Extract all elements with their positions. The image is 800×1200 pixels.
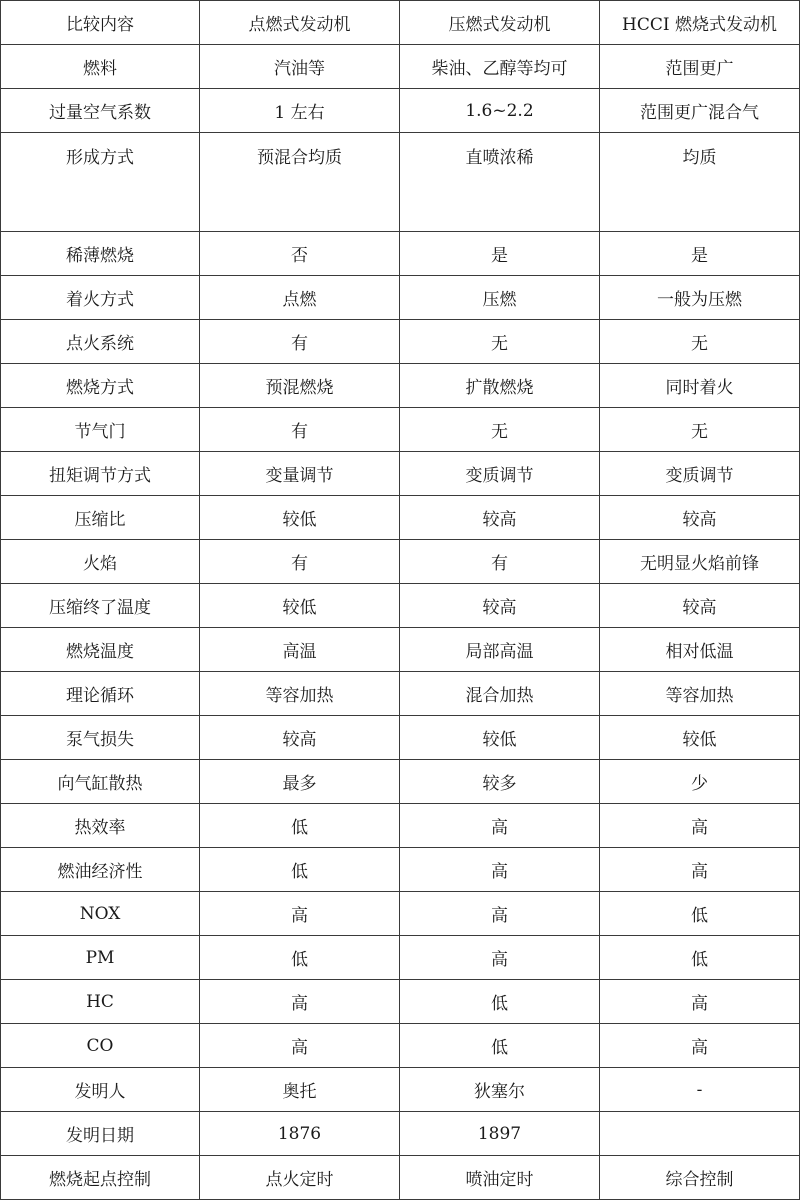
table-cell: 狄塞尔 [400, 1068, 600, 1112]
table-row [1, 1024, 800, 1068]
table-row [1, 1156, 800, 1200]
row-label: 燃烧起点控制 [1, 1156, 200, 1200]
table-cell: 有 [200, 540, 400, 584]
table-cell: 预混燃烧 [200, 364, 400, 408]
row-label: CO [1, 1024, 200, 1068]
table-cell: 是 [600, 232, 800, 276]
table-cell: 汽油等 [200, 45, 400, 89]
table-cell: 高 [400, 848, 600, 892]
row-label: 燃料 [1, 45, 200, 89]
row-label: 火焰 [1, 540, 200, 584]
table-cell: 柴油、乙醇等均可 [400, 45, 600, 89]
row-label: 发明人 [1, 1068, 200, 1112]
table-cell: 高 [600, 1024, 800, 1068]
table-cell: 否 [200, 232, 400, 276]
table-row [1, 540, 800, 584]
table-row [1, 496, 800, 540]
table-cell: 高温 [200, 628, 400, 672]
table-row [1, 848, 800, 892]
table-cell: 少 [600, 760, 800, 804]
table-row [1, 936, 800, 980]
table-cell: 1876 [200, 1112, 400, 1156]
table-row [1, 452, 800, 496]
row-label: 点火系统 [1, 320, 200, 364]
table-cell: 压燃 [400, 276, 600, 320]
table-row [1, 628, 800, 672]
table-cell: 变质调节 [400, 452, 600, 496]
table-cell: 高 [400, 936, 600, 980]
table-row [1, 232, 800, 276]
table-cell: 较高 [600, 584, 800, 628]
table-cell: 高 [200, 1024, 400, 1068]
table-cell: 高 [200, 892, 400, 936]
table-cell: 等容加热 [200, 672, 400, 716]
table-cell: - [600, 1068, 800, 1112]
table-cell: 无 [600, 320, 800, 364]
table-cell: 较高 [400, 496, 600, 540]
table-cell: 点燃 [200, 276, 400, 320]
table-cell: 较高 [200, 716, 400, 760]
row-label: 理论循环 [1, 672, 200, 716]
table-cell: 1 左右 [200, 89, 400, 133]
table-cell: 较多 [400, 760, 600, 804]
table-row [1, 408, 800, 452]
table-cell: 低 [400, 980, 600, 1024]
table-row [1, 1068, 800, 1112]
row-label: 燃烧温度 [1, 628, 200, 672]
table-row [1, 364, 800, 408]
table-cell: 1.6~2.2 [400, 89, 600, 133]
table-cell: 较高 [400, 584, 600, 628]
table-row [1, 320, 800, 364]
row-label: 压缩终了温度 [1, 584, 200, 628]
table-cell: 较低 [200, 584, 400, 628]
table-cell: 低 [200, 936, 400, 980]
table-cell: 低 [600, 892, 800, 936]
table-cell: 较高 [600, 496, 800, 540]
table-row [1, 89, 800, 133]
table-cell: 无 [600, 408, 800, 452]
header-cell: HCCI 燃烧式发动机 [600, 1, 800, 45]
row-label: 压缩比 [1, 496, 200, 540]
table-cell: 高 [600, 980, 800, 1024]
table-cell: 低 [400, 1024, 600, 1068]
table-cell: 扩散燃烧 [400, 364, 600, 408]
table-row [1, 760, 800, 804]
table-cell: 较低 [200, 496, 400, 540]
table-row [1, 672, 800, 716]
row-label: 燃烧方式 [1, 364, 200, 408]
table-cell: 有 [400, 540, 600, 584]
row-label: 泵气损失 [1, 716, 200, 760]
header-cell: 点燃式发动机 [200, 1, 400, 45]
row-label: 稀薄燃烧 [1, 232, 200, 276]
table-row [1, 716, 800, 760]
table-cell: 高 [200, 980, 400, 1024]
table-cell: 等容加热 [600, 672, 800, 716]
row-label: 节气门 [1, 408, 200, 452]
table-cell: 喷油定时 [400, 1156, 600, 1200]
table-cell: 有 [200, 320, 400, 364]
row-label: 形成方式 [1, 133, 200, 232]
table-cell: 较低 [400, 716, 600, 760]
table-cell: 变量调节 [200, 452, 400, 496]
header-cell: 压燃式发动机 [400, 1, 600, 45]
table-cell: 是 [400, 232, 600, 276]
table-row [1, 980, 800, 1024]
row-label: 向气缸散热 [1, 760, 200, 804]
header-cell: 比较内容 [1, 1, 200, 45]
table-cell: 局部高温 [400, 628, 600, 672]
table-cell: 混合加热 [400, 672, 600, 716]
table-cell: 无明显火焰前锋 [600, 540, 800, 584]
row-label: NOX [1, 892, 200, 936]
table-cell [600, 1112, 800, 1156]
table-cell: 1897 [400, 1112, 600, 1156]
table-cell: 一般为压燃 [600, 276, 800, 320]
table-cell: 变质调节 [600, 452, 800, 496]
table-cell: 有 [200, 408, 400, 452]
table-cell: 低 [200, 848, 400, 892]
row-label: 扭矩调节方式 [1, 452, 200, 496]
row-label: 热效率 [1, 804, 200, 848]
table-cell: 高 [600, 804, 800, 848]
row-label: PM [1, 936, 200, 980]
row-label: 过量空气系数 [1, 89, 200, 133]
row-label: 燃油经济性 [1, 848, 200, 892]
table-row [1, 804, 800, 848]
table-cell: 高 [400, 892, 600, 936]
table-cell: 相对低温 [600, 628, 800, 672]
row-label: 发明日期 [1, 1112, 200, 1156]
table-row [1, 892, 800, 936]
table-row [1, 45, 800, 89]
table-cell: 直喷浓稀 [400, 133, 600, 232]
table-cell: 低 [200, 804, 400, 848]
table-row [1, 276, 800, 320]
row-label: 着火方式 [1, 276, 200, 320]
table-cell: 无 [400, 320, 600, 364]
table-cell: 范围更广 [600, 45, 800, 89]
table-row [1, 133, 800, 232]
table-cell: 高 [600, 848, 800, 892]
table-cell: 综合控制 [600, 1156, 800, 1200]
table-row [1, 584, 800, 628]
table-cell: 低 [600, 936, 800, 980]
table-row [1, 1112, 800, 1156]
table-cell: 奥托 [200, 1068, 400, 1112]
table-cell: 预混合均质 [200, 133, 400, 232]
table-cell: 无 [400, 408, 600, 452]
table-cell: 点火定时 [200, 1156, 400, 1200]
table-cell: 最多 [200, 760, 400, 804]
row-label: HC [1, 980, 200, 1024]
table-cell: 均质 [600, 133, 800, 232]
table-cell: 高 [400, 804, 600, 848]
table-cell: 较低 [600, 716, 800, 760]
table-cell: 同时着火 [600, 364, 800, 408]
table-header-row [1, 1, 800, 45]
table-cell: 范围更广混合气 [600, 89, 800, 133]
